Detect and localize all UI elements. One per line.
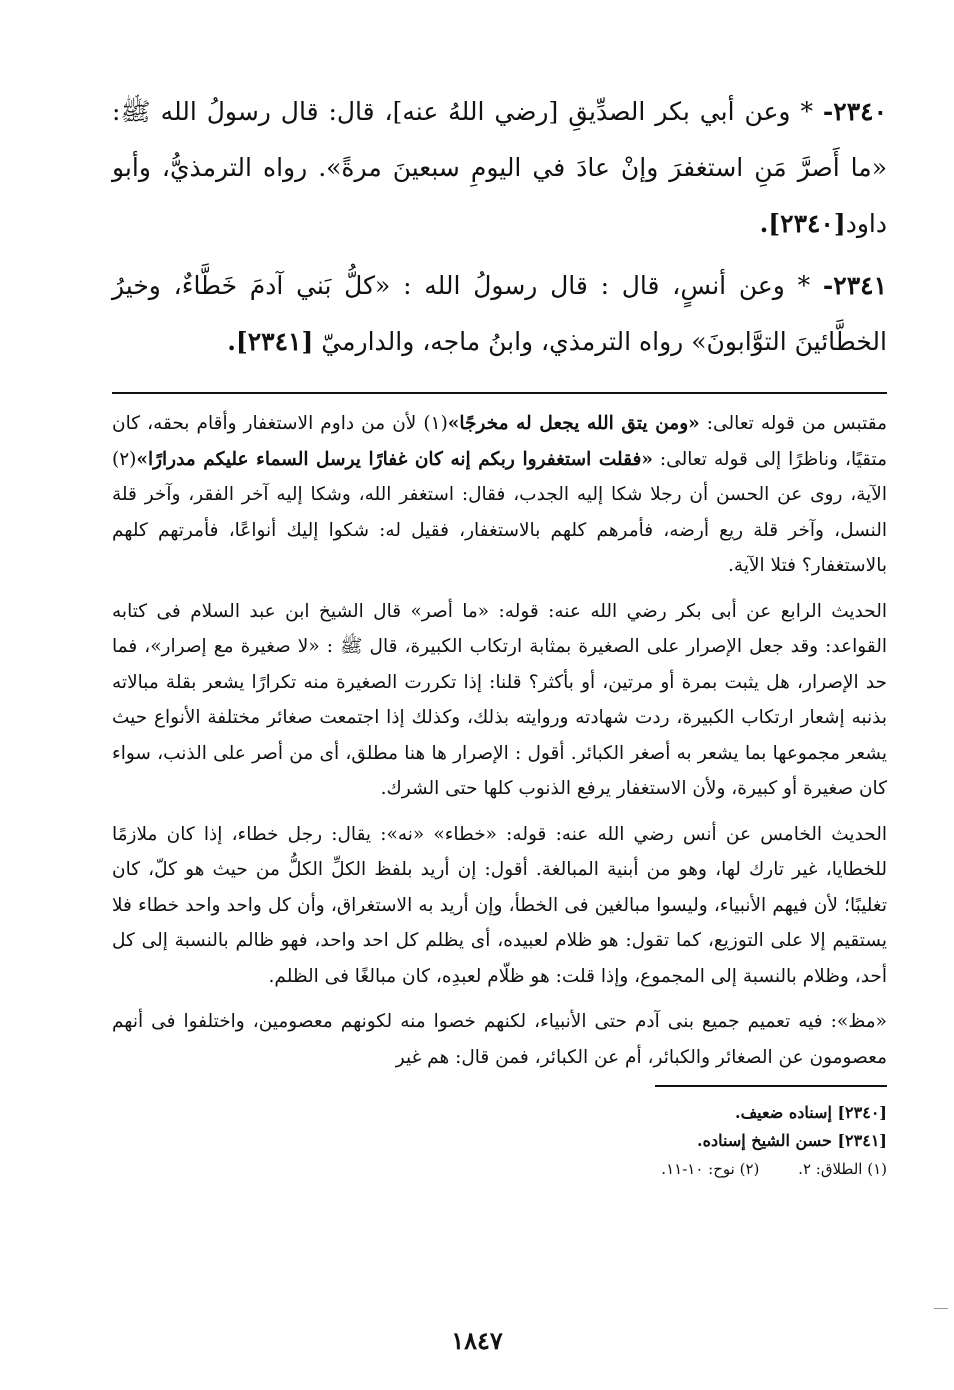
commentary-paragraph: «مظ»: فيه تعميم جميع بنى آدم حتى الأنبياء، لكنهم خصوا منه لكونهم معصومين، واختلفوا فى أنهم معصومون عن الصغائر والكبائر، أم عن الكبائر، فمن قال: هم غير (112, 1011, 887, 1068)
commentary-paragraph: الحديث الرابع عن أبى بكر رضي الله عنه: قوله: «ما أصر» قال الشيخ ابن عبد السلام فى كتابه القواعد: وقد جعل الإصرار على الصغيرة بمثابة ارتكاب الكبيرة، قال ﷺ : «لا صغيرة مع إصرار»، فما حد الإصرار، هل يثبت بمرة أو مرتين، أو بأكثر؟ قلنا: إذا تكررت الصغيرة منه تكرارًا يشعر بقلة مبالاته بذنبه إشعار ارتكاب الكبيرة، ردت شهادته وروايته بذلك، وكذلك إذا اجتمعت صغائر مختلفة الأنواع حيث يشعر مجموعها بما يشعر به أصغر الكبائر. أقول : الإصرار ها هنا مطلق، أى من أصر على الذنب، سواء كان صغيرة أو كبيرة، ولأن الاستغفار يرفع الذنوب كلها حتى الشرك. (112, 600, 887, 799)
divider (112, 392, 887, 394)
commentary-text: (٢) الآية، روى عن الحسن أن رجلا شكا إليه الجدب، فقال: استغفر الله، وشكا إليه آخر الفقر، وآخر قلة النسل، وآخر قلة ريع أرضه، فأمرهم كلهم بالاستغفار، فقيل له: شكوا إليك أنواعًا، فأمرتهم كلهم بالاستغفار؟ فتلا الآية. (112, 448, 887, 576)
hadith-number: ٢٣٤١- (822, 271, 887, 300)
hadith-reference: [٢٣٤٠]. (759, 209, 846, 238)
commentary-text: (١) لأن من داوم الاستغفار وأقام بحقه، كان متقيًا، وناظرًا إلى قوله تعالى: (112, 413, 888, 470)
hadith-2340 (112, 84, 887, 252)
quran-quote: «فقلت استغفروا ربكم إنه كان غفارًا يرسل السماء عليكم مدرارًا» (136, 448, 653, 470)
footnote-divider (655, 1085, 887, 1087)
hadith-2341 (112, 258, 887, 370)
grading-note: [٢٣٤٠] إسناده ضعيف. (735, 1103, 887, 1122)
hadith-number: ٢٣٤٠- (822, 97, 888, 126)
footnote: (١) الطلاق: ٢. (798, 1160, 887, 1178)
quran-quote: «ومن يتق الله يجعل له مخرجًا» (447, 413, 700, 434)
page-content (112, 84, 887, 1183)
footnotes-block (112, 1099, 887, 1183)
page-number: ١٨٤٧ (451, 1326, 503, 1355)
footnote: (٢) نوح: ١٠-١١. (661, 1160, 760, 1178)
commentary-paragraph: الحديث الخامس عن أنس رضي الله عنه: قوله: «خطاء» «نه»: يقال: رجل خطاء، إذا كان ملازمًا للخطايا، غير تارك لها، وهو من أبنية المبالغة. أقول: إن أريد بلفظ الكلِّ الكلُّ من حيث هو كلّ، كان تغليبًا؛ لأن فيهم الأنبياء، وليسوا مبالغين فى الخطأ، وإن أريد به الاستغراق، وأن كل واحد واحد خطاء فلا يستقيم إلا على التوزيع، كما تقول: هو ظلام لعبيده، أى يظلم كل احد واحد، فهو ظالم بالنسبة إلى كل أحد، وظلام بالنسبة إلى المجموع، وإذا قلت: هو ظلّام لعبدِه، كان مبالغًا فى الظلم. (112, 823, 887, 987)
hadith-text: * وعن أبي بكر الصدِّيقِ [رضي اللهُ عنه]، قال: قال رسولُ الله ﷺ: «ما أَصرَّ مَنِ استغفرَ وإنْ عادَ في اليومِ سبعينَ مرةً». رواه الترمذيُّ، وأبو داود (112, 97, 887, 238)
grading-note: [٢٣٤١] حسن الشيخ إسناده. (697, 1131, 887, 1150)
commentary-text: مقتبس من قوله تعالى: (699, 413, 887, 434)
margin-mark (934, 1308, 948, 1309)
hadith-text: * وعن أنسٍ، قال : قال رسولُ الله : «كلُّ بَني آدمَ خَطَّاءٌ، وخيرُ الخطَّائينَ التوَّابونَ» رواه الترمذي، وابنُ ماجه، والدارميّ (112, 271, 887, 356)
hadith-reference: [٢٣٤١]. (227, 327, 314, 356)
commentary-paragraph (112, 406, 887, 584)
footnote-row (112, 1155, 887, 1183)
